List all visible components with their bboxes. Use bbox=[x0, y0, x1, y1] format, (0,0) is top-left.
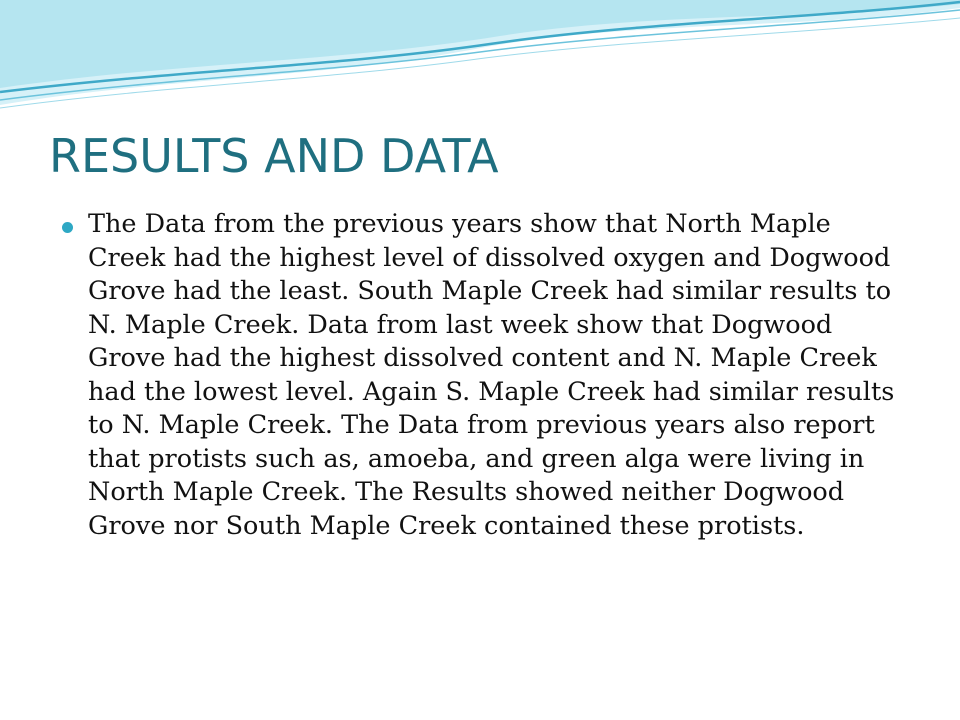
slide-title: RESULTS AND DATA bbox=[49, 129, 499, 183]
bullet-list bbox=[62, 208, 912, 543]
bullet-text: The Data from the previous years show that North Maple Creek had the highest level of dissolved oxygen and Dogwood Grove had the least. South Maple Creek had similar results to N. Maple Creek. Data from last week show that Dogwood Grove had the highest dissolved content and N. Maple Creek had the lowest level. Again S. Maple Creek had similar results to N. Maple Creek. The Data from previous years also report that protists such as, amoeba, and green alga were living in North Maple Creek. The Results showed neither Dogwood Grove nor South Maple Creek contained these protists. bbox=[88, 209, 895, 541]
bullet-dot-icon bbox=[62, 222, 73, 233]
bullet-item bbox=[62, 208, 912, 543]
wave-header-decoration bbox=[0, 0, 960, 120]
